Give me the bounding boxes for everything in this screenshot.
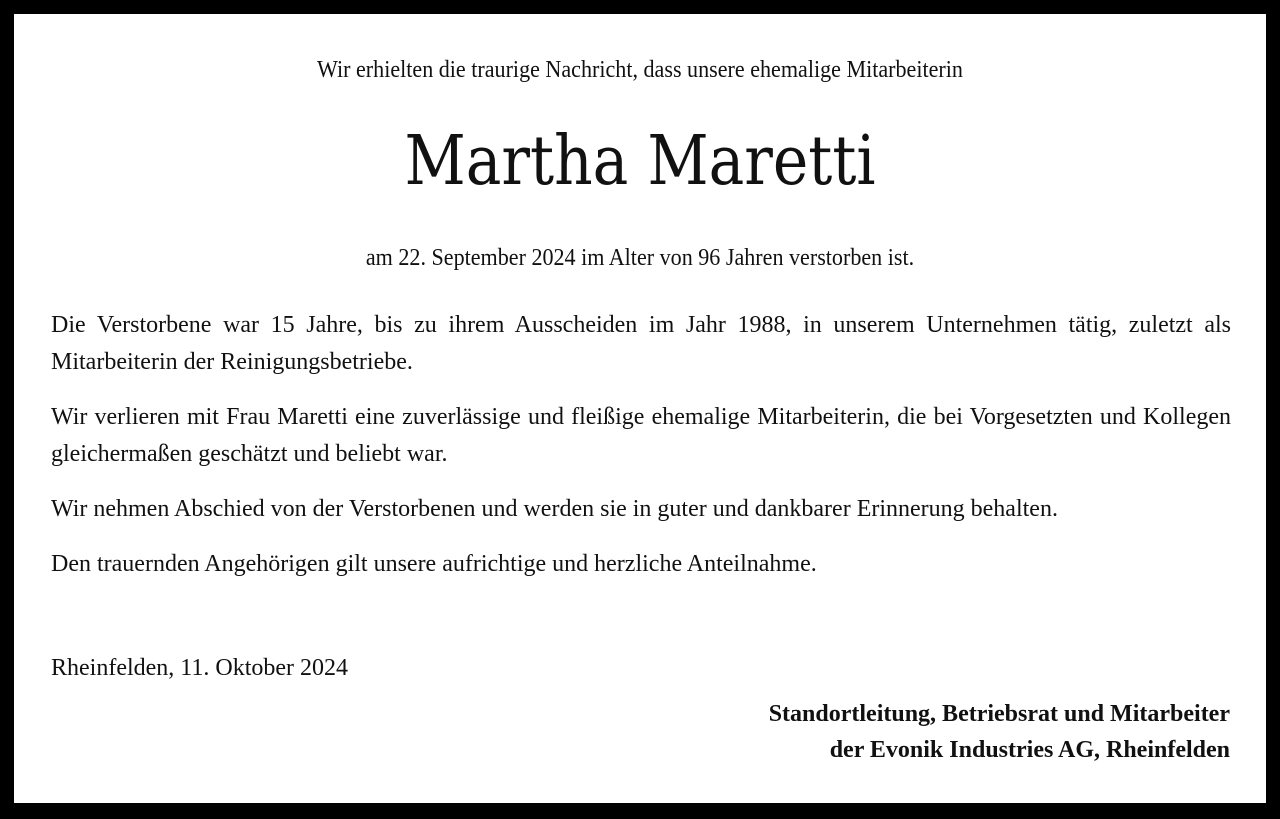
paragraph-farewell: Wir nehmen Abschied von der Verstorbenen und werden sie in guter und dankbarer Erinnerung behalten. bbox=[51, 496, 1058, 522]
place-date: Rheinfelden, 11. Oktober 2024 bbox=[51, 655, 349, 681]
notice-body bbox=[51, 307, 1231, 601]
paragraph-condolence: Den trauernden Angehörigen gilt unsere aufrichtige und herzliche Anteilnahme. bbox=[51, 551, 817, 577]
signature-block bbox=[769, 696, 1230, 768]
deceased-name: Martha Maretti bbox=[404, 122, 876, 201]
signature-line-2: der Evonik Industries AG, Rheinfelden bbox=[829, 737, 1230, 763]
signature-line-1: Standortleitung, Betriebsrat und Mitarbeiter bbox=[768, 701, 1230, 727]
death-date-text: am 22. September 2024 im Alter von 96 Jahren verstorben ist. bbox=[365, 245, 915, 271]
paragraph-tribute: Wir verlieren mit Frau Maretti eine zuverlässige und fleißige ehemalige Mitarbeiterin, die bei Vorgesetzten und Kollegen gleichermaßen geschätzt und beliebt war. bbox=[51, 404, 1231, 467]
obituary-notice bbox=[14, 14, 1266, 803]
paragraph-employment: Die Verstorbene war 15 Jahre, bis zu ihrem Ausscheiden im Jahr 1988, in unserem Unternehmen tätig, zuletzt als Mitarbeiterin der Reinigungsbetriebe. bbox=[51, 312, 1231, 375]
intro-text: Wir erhielten die traurige Nachricht, dass unsere ehemalige Mitarbeiterin bbox=[317, 57, 963, 83]
